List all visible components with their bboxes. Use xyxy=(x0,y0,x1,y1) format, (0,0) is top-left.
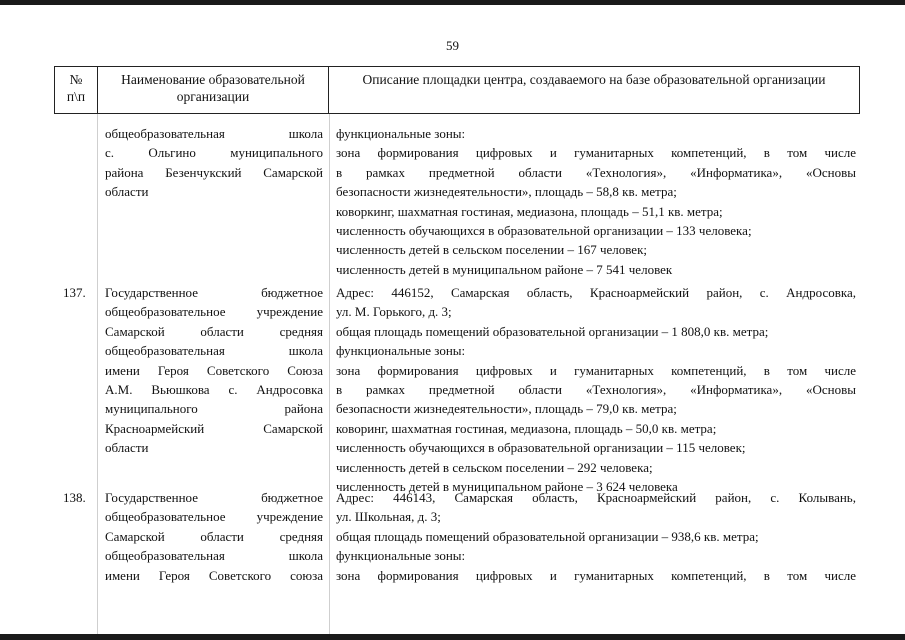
organization-line: Самарской области средняя xyxy=(105,528,323,544)
page-number: 59 xyxy=(446,38,459,53)
description-line: общая площадь помещений образовательной организации – 1 808,0 кв. метра; xyxy=(336,323,769,339)
organization-line: области xyxy=(105,184,149,200)
organization-line: общеобразовательная школа xyxy=(105,548,323,564)
header-col-number-line1: № xyxy=(69,72,83,87)
description-line: ул. М. Горького, д. 3; xyxy=(336,304,452,320)
description-line: в рамках предметной области «Технология», «Информатика», «Основы xyxy=(336,164,856,180)
description-line: численность детей в сельском поселении – 167 человек; xyxy=(336,242,648,258)
organization-line: общеобразовательная школа xyxy=(105,343,323,359)
description-line: численность детей в сельском поселении – 292 человека; xyxy=(336,459,653,475)
organization-line: с. Ольгино муниципального xyxy=(105,145,323,161)
description-line: функциональные зоны: xyxy=(336,548,466,564)
row-number: 138. xyxy=(63,490,86,505)
organization-line: А.М. Вьюшкова с. Андросовка xyxy=(105,382,323,398)
header-col-organization xyxy=(98,67,329,113)
description-line: зона формирования цифровых и гуманитарных компетенций, в том числе xyxy=(336,567,856,583)
description-line: зона формирования цифровых и гуманитарных компетенций, в том числе xyxy=(336,362,856,378)
center-description xyxy=(336,488,856,585)
organization-name xyxy=(105,283,323,458)
description-line: зона формирования цифровых и гуманитарных компетенций, в том числе xyxy=(336,145,856,161)
description-line: коворинг, шахматная гостиная, медиазона, площадь – 50,0 кв. метра; xyxy=(336,420,717,436)
scan-top-edge xyxy=(0,0,905,5)
scan-bottom-edge xyxy=(0,634,905,640)
description-line: безопасности жизнедеятельности», площадь – 79,0 кв. метра; xyxy=(336,401,677,417)
organization-line: общеобразовательное учреждение xyxy=(105,304,323,320)
table-header xyxy=(54,66,860,114)
organization-line: области xyxy=(105,440,149,456)
description-line: численность обучающихся в образовательной организации – 133 человека; xyxy=(336,223,752,239)
description-line: численность обучающихся в образовательной организации – 115 человек; xyxy=(336,440,746,456)
organization-line: Красноармейский Самарской xyxy=(105,420,323,436)
organization-line: района Безенчукский Самарской xyxy=(105,164,323,180)
description-line: численность детей в муниципальном районе – 7 541 человек xyxy=(336,261,673,277)
description-line: в рамках предметной области «Технология», «Информатика», «Основы xyxy=(336,382,856,398)
center-description xyxy=(336,283,856,496)
organization-name xyxy=(105,124,323,202)
description-line: Адрес: 446143, Самарская область, Красноармейский район, с. Колывань, xyxy=(336,490,856,505)
description-line: безопасности жизнедеятельности», площадь – 58,8 кв. метра; xyxy=(336,184,677,200)
header-col-organization-line2: организации xyxy=(176,89,250,104)
description-line: общая площадь помещений образовательной организации – 938,6 кв. метра; xyxy=(336,528,759,544)
header-col-number xyxy=(55,67,98,113)
header-col-description: Описание площадки центра, создаваемого на базе образовательной организации xyxy=(362,72,826,87)
column-divider-1 xyxy=(97,114,98,634)
header-col-organization-line1: Наименование образовательной xyxy=(121,72,305,87)
organization-line: общеобразовательная школа xyxy=(105,126,323,141)
description-line: коворкинг, шахматная гостиная, медиазона, площадь – 51,1 кв. метра; xyxy=(336,203,723,219)
organization-line: муниципального района xyxy=(105,401,323,417)
organization-name xyxy=(105,488,323,585)
column-divider-2 xyxy=(329,114,330,634)
description-line: ул. Школьная, д. 3; xyxy=(336,509,441,525)
description-line: функциональные зоны: xyxy=(336,343,466,359)
organization-line: имени Героя Советского Союза xyxy=(105,362,323,378)
organization-line: Государственное бюджетное xyxy=(105,285,323,300)
organization-line: общеобразовательное учреждение xyxy=(105,509,323,525)
description-line: численность детей в муниципальном районе – 3 624 человека xyxy=(336,479,678,495)
row-number: 137. xyxy=(63,285,86,300)
organization-line: имени Героя Советского союза xyxy=(105,567,323,583)
center-description xyxy=(336,124,856,279)
organization-line: Самарской области средняя xyxy=(105,323,323,339)
organization-line: Государственное бюджетное xyxy=(105,490,323,505)
description-line: функциональные зоны: xyxy=(336,126,466,141)
description-line: Адрес: 446152, Самарская область, Красноармейский район, с. Андросовка, xyxy=(336,285,856,300)
header-col-number-line2: п\п xyxy=(66,89,86,104)
